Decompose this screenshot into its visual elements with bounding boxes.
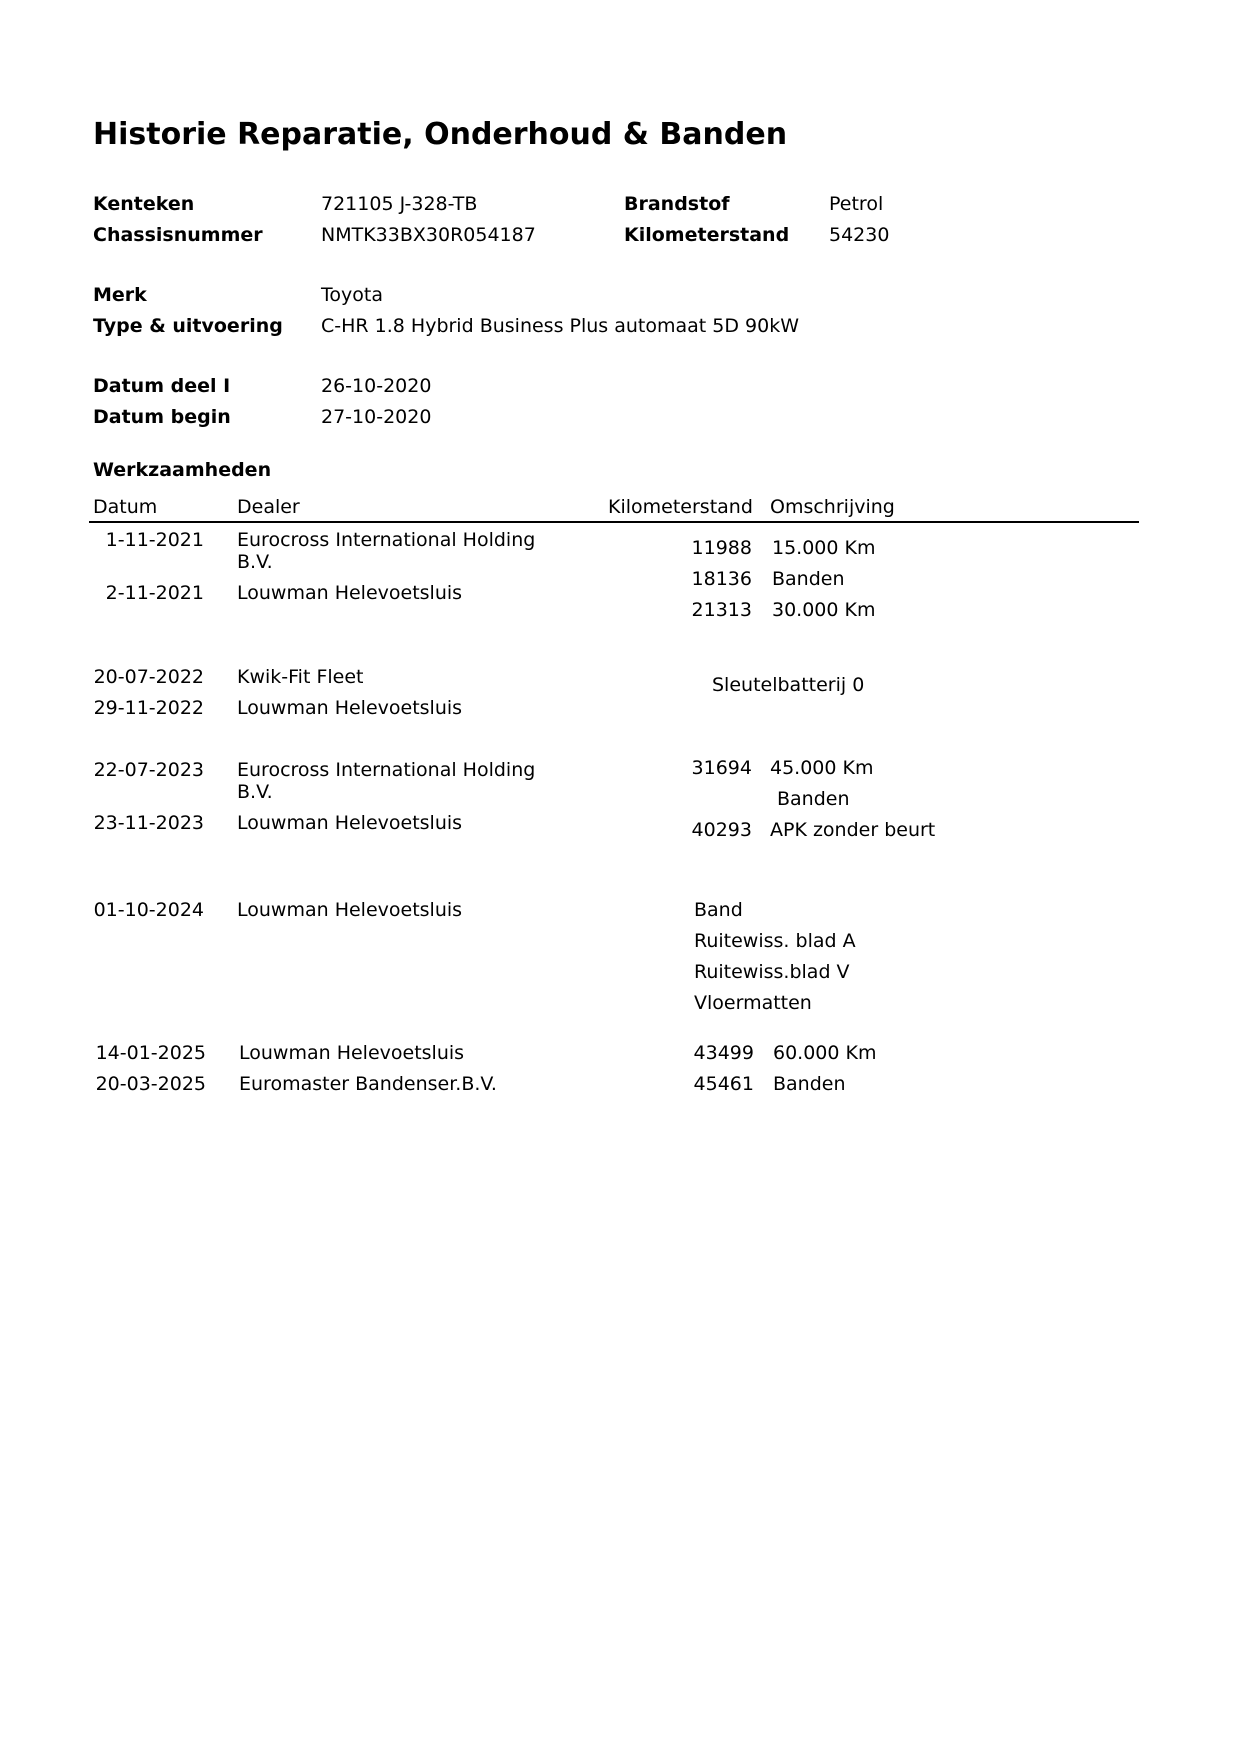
merk-value: Toyota xyxy=(321,284,383,306)
km-cell: 45461 xyxy=(693,1073,754,1095)
dealer-cell: Louwman Helevoetsluis xyxy=(237,697,463,719)
description-cell: Banden xyxy=(773,1073,846,1095)
type-label: Type & uitvoering xyxy=(93,315,283,337)
description-cell: Ruitewiss.blad V xyxy=(694,961,850,983)
km-cell: 43499 xyxy=(693,1042,754,1064)
date-cell: 20-07-2022 xyxy=(93,666,204,688)
km-cell: 21313 xyxy=(691,599,752,621)
header-datum: Datum xyxy=(93,496,158,518)
date-cell: 29-11-2022 xyxy=(93,697,204,719)
description-cell: Banden xyxy=(772,568,845,590)
dealer-cell: Euromaster Bandenser.B.V. xyxy=(239,1073,497,1095)
header-divider xyxy=(89,521,1139,523)
dealer-cell: Kwik-Fit Fleet xyxy=(237,666,364,688)
brandstof-value: Petrol xyxy=(829,193,884,215)
km-cell: 31694 xyxy=(691,757,752,779)
dealer-cell: Eurocross International Holding xyxy=(237,529,536,551)
description-cell: 30.000 Km xyxy=(772,599,876,621)
dealer-cell: Louwman Helevoetsluis xyxy=(237,582,463,604)
date-cell: 01-10-2024 xyxy=(93,899,204,921)
date-cell: 22-07-2023 xyxy=(93,759,204,781)
chassis-label: Chassisnummer xyxy=(93,224,263,246)
description-cell: 15.000 Km xyxy=(772,537,876,559)
description-cell: Band xyxy=(694,899,743,921)
brandstof-label: Brandstof xyxy=(624,193,730,215)
dealer-cell: Louwman Helevoetsluis xyxy=(239,1042,465,1064)
description-cell: Sleutelbatterij 0 xyxy=(712,674,865,696)
dealer-cell: Eurocross International Holding xyxy=(237,759,536,781)
header-kilometerstand: Kilometerstand xyxy=(608,496,753,518)
date-cell: 14-01-2025 xyxy=(95,1042,206,1064)
date-cell: 1-11-2021 xyxy=(105,529,204,551)
date-cell: 20-03-2025 xyxy=(95,1073,206,1095)
datum-deel-value: 26-10-2020 xyxy=(321,375,432,397)
merk-label: Merk xyxy=(93,284,147,306)
date-cell: 23-11-2023 xyxy=(93,812,204,834)
header-dealer: Dealer xyxy=(237,496,300,518)
description-cell: Ruitewiss. blad A xyxy=(694,930,856,952)
kilometerstand-value: 54230 xyxy=(829,224,890,246)
description-cell: Vloermatten xyxy=(694,992,812,1014)
datum-begin-value: 27-10-2020 xyxy=(321,406,432,428)
kenteken-label: Kenteken xyxy=(93,193,195,215)
km-cell: 11988 xyxy=(691,537,752,559)
datum-deel-label: Datum deel I xyxy=(93,375,231,397)
dealer-cell: Louwman Helevoetsluis xyxy=(237,812,463,834)
header-omschrijving: Omschrijving xyxy=(770,496,895,518)
description-cell: Banden xyxy=(777,788,850,810)
section-title: Werkzaamheden xyxy=(93,459,272,481)
datum-begin-label: Datum begin xyxy=(93,406,231,428)
km-cell: 40293 xyxy=(691,819,752,841)
chassis-value: NMTK33BX30R054187 xyxy=(321,224,536,246)
kilometerstand-label: Kilometerstand xyxy=(624,224,790,246)
dealer-cell: Louwman Helevoetsluis xyxy=(237,899,463,921)
page-title: Historie Reparatie, Onderhoud & Banden xyxy=(93,117,788,152)
km-cell: 18136 xyxy=(691,568,752,590)
type-value: C-HR 1.8 Hybrid Business Plus automaat 5D 90kW xyxy=(321,315,799,337)
description-cell: APK zonder beurt xyxy=(770,819,936,841)
date-cell: 2-11-2021 xyxy=(105,582,204,604)
description-cell: 60.000 Km xyxy=(773,1042,877,1064)
dealer-cell: B.V. xyxy=(237,781,273,803)
description-cell: 45.000 Km xyxy=(770,757,874,779)
kenteken-value: 721105 J-328-TB xyxy=(321,193,478,215)
dealer-cell: B.V. xyxy=(237,551,273,573)
